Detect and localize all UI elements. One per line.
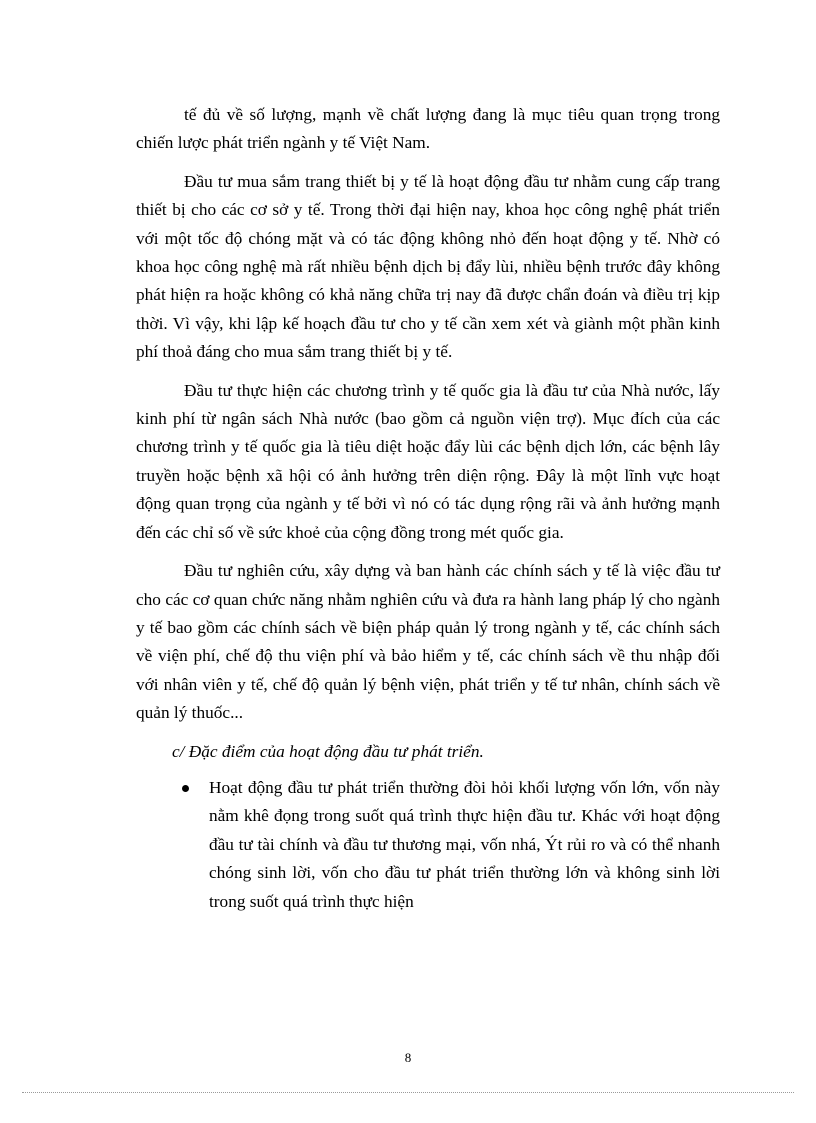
page-body [136,101,720,916]
paragraph-1: tế đủ về số lượng, mạnh về chất lượng đang là mục tiêu quan trọng trong chiến lược phát triển ngành y tế Việt Nam. [136,105,720,153]
bullet-dot-icon [182,785,189,792]
footer-divider [22,1092,794,1093]
page-number: 8 [404,1050,412,1065]
bullet-list [136,774,720,916]
paragraph-2: Đầu tư mua sắm trang thiết bị y tế là hoạt động đầu tư nhằm cung cấp trang thiết bị cho các cơ sở y tế. Trong thời đại hiện nay, khoa học công nghệ phát triển với một tốc độ chóng mặt và có tác động không nhỏ đến hoạt động y tế. Nhờ có khoa học công nghệ mà rất nhiều bệnh dịch bị đẩy lùi, nhiều bệnh trước đây không phát hiện ra hoặc không có khả năng chữa trị nay đã được chẩn đoán và điều trị kịp thời. Vì vậy, khi lập kế hoạch đầu tư cho y tế cần xem xét và giành một phần kinh phí thoả đáng cho mua sắm trang thiết bị y tế. [136,171,720,362]
bullet-item-1 [136,774,720,916]
bullet-item-text: Hoạt động đầu tư phát triển thường đòi hỏi khối lượng vốn lớn, vốn này nằm khê đọng trong suốt quá trình thực hiện đầu tư. Khác với hoạt động đầu tư tài chính và đầu tư thương mại, vốn nhá, Ýt rủi ro và có thể nhanh chóng sinh lời, vốn cho đầu tư phát triển thường lớn và không sinh lời trong suốt quá trình thực hiện [209,777,720,911]
paragraph-3: Đầu tư thực hiện các chương trình y tế quốc gia là đầu tư của Nhà nước, lấy kinh phí từ ngân sách Nhà nước (bao gồm cả nguồn viện trợ). Mục đích của các chương trình y tế quốc gia là tiêu diệt hoặc đẩy lùi các bệnh dịch lớn, các bệnh lây truyền hoặc bệnh xã hội có ảnh hưởng trên diện rộng. Đây là một lĩnh vực hoạt động quan trọng của ngành y tế bởi vì nó có tác dụng rộng rãi và ảnh hưởng mạnh đến các chỉ số về sức khoẻ của cộng đồng trong mét quốc gia. [136,380,720,542]
paragraph-4: Đầu tư nghiên cứu, xây dựng và ban hành các chính sách y tế là việc đầu tư cho các cơ quan chức năng nhằm nghiên cứu và đưa ra hành lang pháp lý cho ngành y tế bao gồm các chính sách về biện pháp quản lý trong ngành y tế, các chính sách về viện phí, chế độ thu viện phí và bảo hiểm y tế, các chính sách về thu nhập đối với nhân viên y tế, chế độ quản lý bệnh viện, phát triển y tế tư nhân, chính sách về quản lý thuốc... [136,561,720,723]
section-heading: c/ Đặc điểm của hoạt động đầu tư phát triển. [172,741,484,761]
